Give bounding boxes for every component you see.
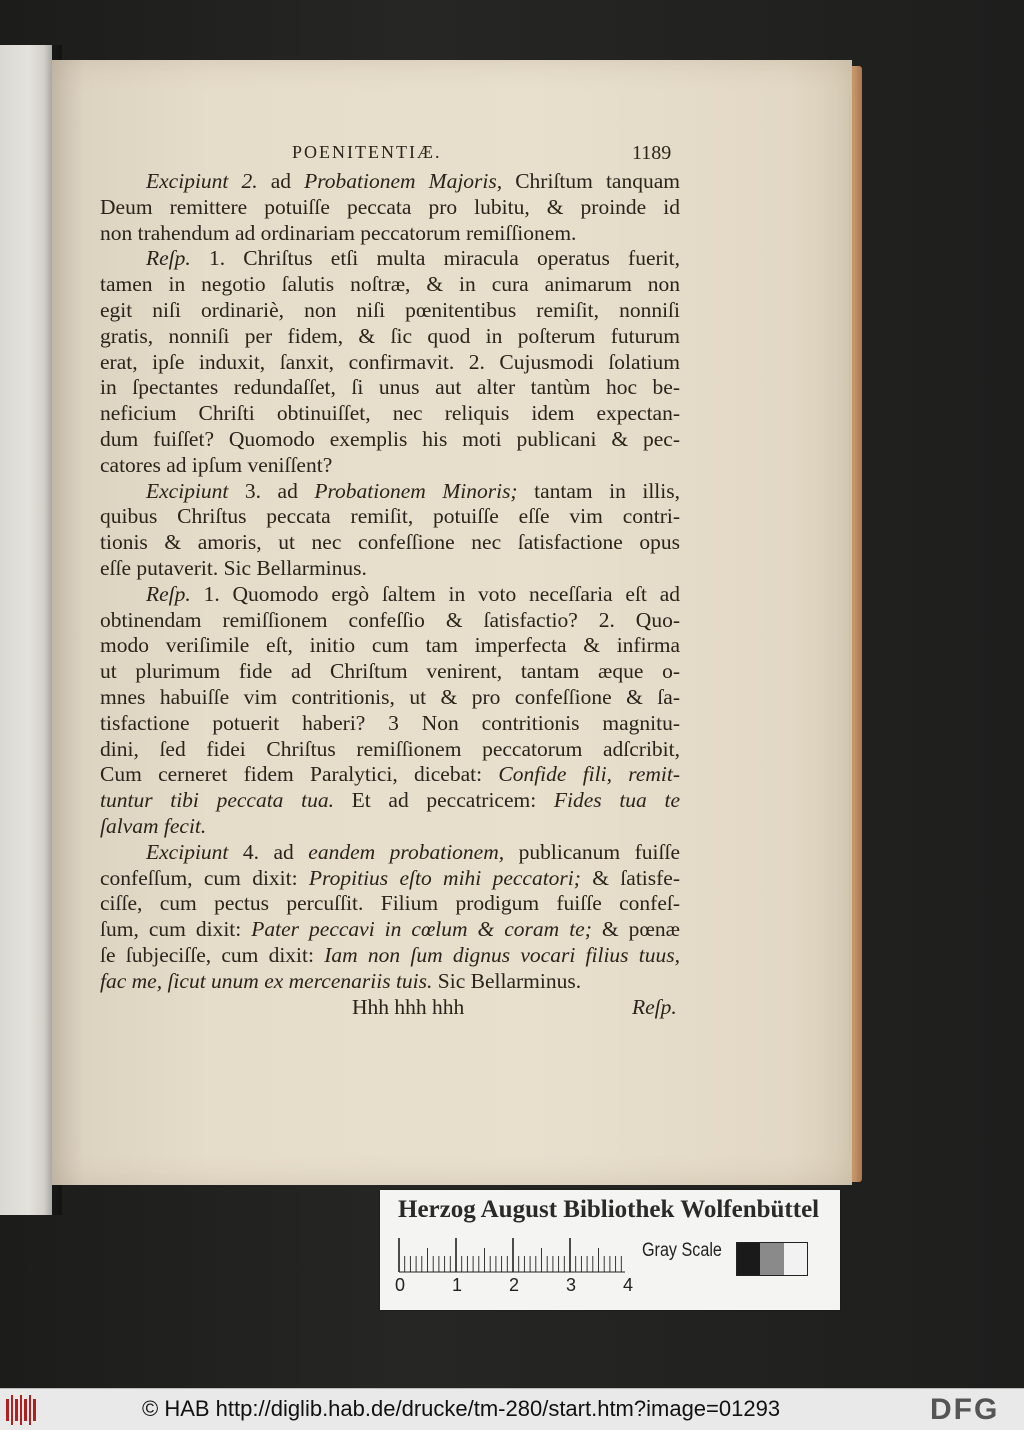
text-line: Reſp. 1. Chriſtus etſi multa miracula operatus fuerit, xyxy=(146,246,680,271)
text-line: fac me, ſicut unum ex mercenariis tuis. Sic Bellarminus. xyxy=(100,968,582,993)
text-line: Cum cerneret fidem Paralytici, dicebat: Confide fili, remit- xyxy=(100,762,680,787)
page-text-block xyxy=(100,169,680,1020)
ruler-number: 4 xyxy=(623,1275,634,1295)
text-line: neficium Chriſti obtinuiſſet, nec reliquis idem expectan- xyxy=(100,401,680,426)
text-line: confeſſum, cum dixit: Propitius eſto mihi peccatori; & ſatisfe- xyxy=(100,865,680,890)
text-line: dum fuiſſet? Quomodo exemplis his moti publicani & pec- xyxy=(100,426,680,451)
text-line: Deum remittere potuiſſe peccata pro lubitu, & proinde id xyxy=(100,194,680,219)
cm-ruler xyxy=(395,1238,625,1274)
text-line: Excipiunt 4. ad eandem probationem, publicanum fuiſſe xyxy=(146,839,680,864)
text-line: dini, ſed fidei Chriſtus remiſſionem peccatorum adſcribit, xyxy=(100,736,680,761)
ruler-number: 3 xyxy=(566,1275,577,1295)
text-line: Reſp. 1. Quomodo ergò ſaltem in voto neceſſaria eſt ad xyxy=(146,581,680,606)
gray-scale-swatches xyxy=(736,1242,808,1276)
source-link[interactable]: © HAB http://diglib.hab.de/drucke/tm-280/start.htm?image=01293 xyxy=(142,1396,781,1421)
text-line: quibus Chriſtus peccata remiſit, potuiſſe eſſe vim contri- xyxy=(100,504,680,529)
running-head: POENITENTIÆ. xyxy=(292,142,442,162)
ruler-number: 0 xyxy=(395,1275,406,1295)
text-line: catores ad ipſum veniſſent? xyxy=(100,452,333,477)
barcode-icon xyxy=(6,1395,38,1425)
viewer-footer xyxy=(0,1388,1024,1430)
text-line: tisfactione potuerit haberi? 3 Non contritionis magnitu- xyxy=(100,710,680,735)
text-line: tionis & amoris, ut nec confeſſione nec ſatisfactione opus xyxy=(100,530,680,555)
gray-swatch xyxy=(784,1243,807,1275)
text-line: mnes habuiſſe vim contritionis, ut & pro confeſſione & ſa- xyxy=(100,684,680,709)
text-line: gratis, nonniſi per fidem, & ſic quod in poſterum futurum xyxy=(100,323,680,348)
signature-line xyxy=(100,995,680,1021)
text-line: egit niſi ordinariè, non niſi pœnitentibus remiſit, nonniſi xyxy=(100,297,680,322)
text-line: ſalvam fecit. xyxy=(100,813,207,838)
text-line: obtinendam remiſſionem confeſſio & ſatisfactio? 2. Quo- xyxy=(100,607,680,632)
text-line: eſſe putaverit. Sic Bellarminus. xyxy=(100,555,367,580)
text-line: ſum, cum dixit: Pater peccavi in cœlum & coram te; & pœnæ xyxy=(100,917,680,942)
text-line: non trahendum ad ordinariam peccatorum remiſſionem. xyxy=(100,220,577,245)
ruler-number: 1 xyxy=(452,1275,463,1295)
text-line: Excipiunt 3. ad Probationem Minoris; tantam in illis, xyxy=(146,478,680,503)
text-line: tuntur tibi peccata tua. Et ad peccatricem: Fides tua te xyxy=(100,788,680,813)
ruler-number: 2 xyxy=(509,1275,520,1295)
dfg-logo: DFG xyxy=(930,1393,1000,1426)
text-line: Excipiunt 2. ad Probationem Majoris, Chriſtum tanquam xyxy=(146,169,680,193)
gray-scale-label: Gray Scale xyxy=(642,1240,722,1261)
text-line: ut plurimum fide ad Chriſtum venirent, tantam æque o- xyxy=(100,659,680,684)
text-line: in ſpectantes redundaſſet, ſi unus aut alter tantùm hoc be- xyxy=(100,375,680,400)
text-line: ciſſe, cum pectus percuſſit. Filium prodigum fuiſſe confeſ- xyxy=(100,891,680,916)
library-name: Herzog August Bibliothek Wolfenbüttel xyxy=(398,1196,820,1223)
gray-swatch xyxy=(737,1243,760,1275)
color-target-card xyxy=(380,1190,840,1310)
catchword: Reſp. xyxy=(632,994,677,1019)
text-line: ſe ſubjeciſſe, cum dixit: Iam non ſum dignus vocari filius tuus, xyxy=(100,942,680,967)
text-line: tamen in negotio ſalutis noſtræ, & in cura animarum non xyxy=(100,272,680,297)
text-line: modo veriſimile eſt, initio cum tam imperfecta & infirma xyxy=(100,633,680,658)
signature-mark: Hhh hhh hhh xyxy=(352,994,465,1019)
gray-swatch xyxy=(760,1243,783,1275)
page-number: 1189 xyxy=(632,142,672,164)
text-line: erat, ipſe induxit, ſanxit, confirmavit. 2. Cujusmodi ſolatium xyxy=(100,349,680,374)
